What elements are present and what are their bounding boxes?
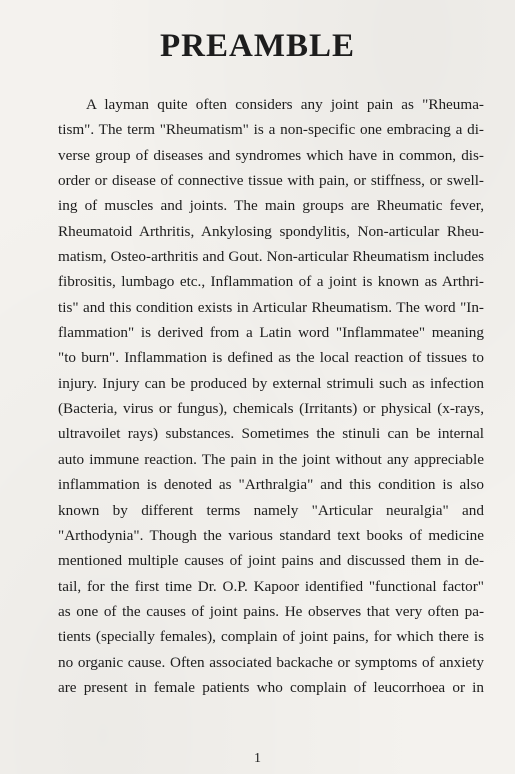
text-line: known by different terms namely "Articular neuralgia" and <box>58 501 484 519</box>
text-line: tism". The term "Rheumatism" is a non-specific one embracing a di- <box>58 121 484 139</box>
text-line: (Bacteria, virus or fungus), chemicals (Irritants) or physical (x-rays, <box>58 400 484 418</box>
text-line: tis" and this condition exists in Articular Rheumatism. The word "In- <box>58 298 484 316</box>
text-line: are present in female patients who complain of leucorrhoea or in <box>58 678 484 696</box>
text-line: mentioned multiple causes of joint pains and discussed them in de- <box>58 552 484 570</box>
text-line: "to burn". Inflammation is defined as the local reaction of tissues to <box>58 349 484 367</box>
preamble-paragraph <box>58 92 484 700</box>
page-number: 1 <box>254 751 261 766</box>
text-line: ing of muscles and joints. The main groups are Rheumatic fever, <box>58 197 484 215</box>
text-line: tients (specially females), complain of joint pains, for which there is <box>58 628 484 646</box>
text-line: injury. Injury can be produced by external strimuli such as infection <box>58 374 484 392</box>
text-line: no organic cause. Often associated backache or symptoms of anxiety <box>58 653 484 671</box>
text-line: auto immune reaction. The pain in the joint without any appreciable <box>58 450 484 468</box>
text-line: flammation" is derived from a Latin word "Inflammatee" meaning <box>58 324 484 342</box>
text-line: ultravoilet rays) substances. Sometimes the stinuli can be internal <box>58 425 484 443</box>
text-line: verse group of diseases and syndromes which have in common, dis- <box>58 146 484 164</box>
text-line: fibrositis, lumbago etc., Inflammation of a joint is known as Arthri- <box>58 273 484 291</box>
text-line: order or disease of connective tissue with pain, or stiffness, or swell- <box>58 172 484 190</box>
text-line: tail, for the first time Dr. O.P. Kapoor identified "functional factor" <box>58 577 484 595</box>
text-line: inflammation is denoted as "Arthralgia" and this condition is also <box>58 476 484 494</box>
text-line: Rheumatoid Arthritis, Ankylosing spondylitis, Non-articular Rheu- <box>58 222 484 240</box>
text-line: A layman quite often considers any joint pain as "Rheuma- <box>86 96 484 113</box>
text-line: "Arthodynia". Though the various standard text books of medicine <box>58 526 484 544</box>
text-line: as one of the causes of joint pains. He observes that very often pa- <box>58 602 484 620</box>
text-line: matism, Osteo-arthritis and Gout. Non-articular Rheumatism includes <box>58 248 484 266</box>
page-title: PREAMBLE <box>159 28 355 64</box>
